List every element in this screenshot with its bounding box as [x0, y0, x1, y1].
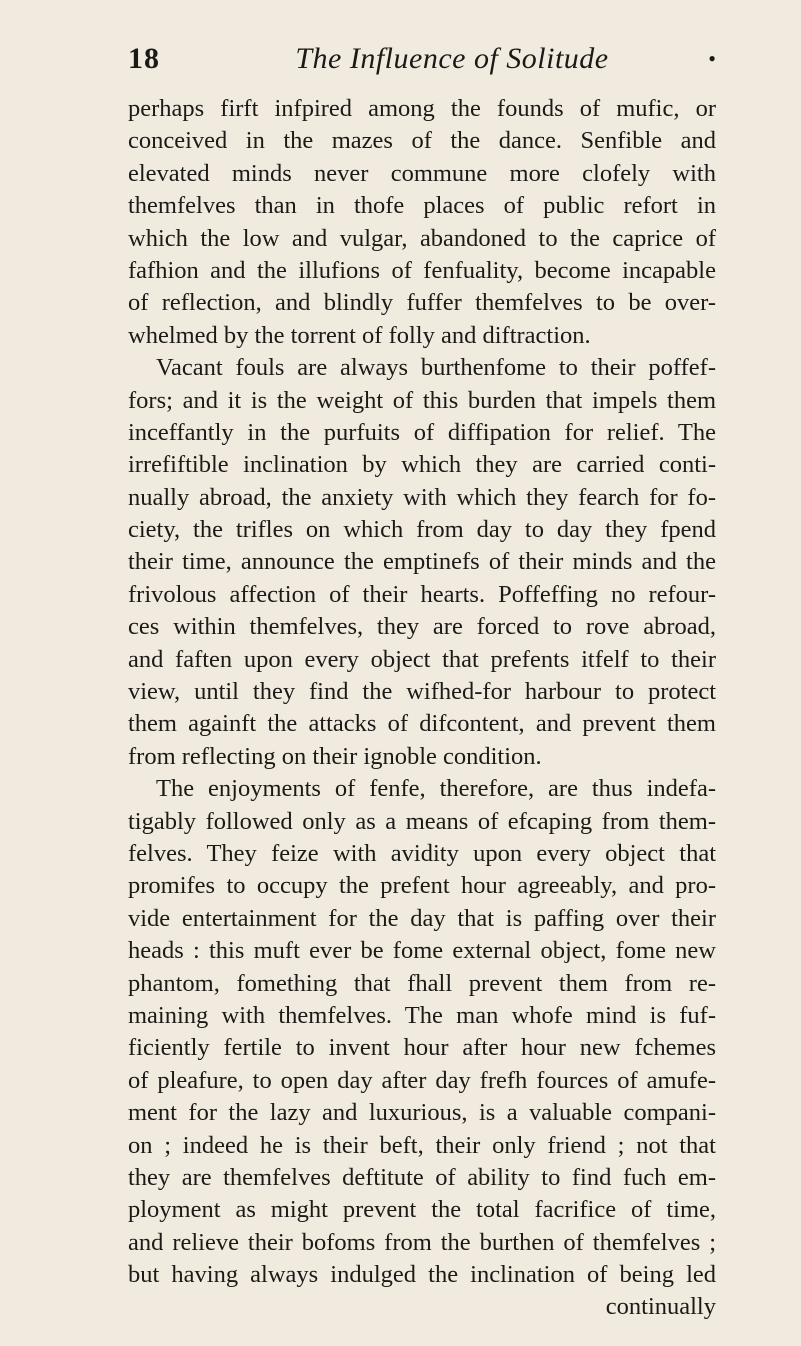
text-line: phantom, fomething that fhall prevent them from re- [128, 969, 716, 997]
text-line: maining with themfelves. The man whofe mind is fuf- [128, 1001, 716, 1029]
text-line: The enjoyments of fenfe, therefore, are thus indefa- [156, 775, 716, 803]
header-mark: • [708, 46, 716, 71]
text-line: ficiently fertile to invent hour after hour new fchemes [128, 1034, 716, 1062]
text-line: Vacant fouls are always burthenfome to their poffef- [156, 354, 716, 382]
text-line: vide entertainment for the day that is paffing over their [128, 904, 716, 932]
text-line: heads : this muft ever be fome external object, fome new [128, 937, 716, 965]
text-line: they are themfelves deftitute of ability to find fuch em- [128, 1163, 716, 1191]
text-line: which the low and vulgar, abandoned to the caprice of [128, 224, 716, 252]
text-line: but having always indulged the inclination of being led [128, 1261, 716, 1289]
text-line: felves. They feize with avidity upon every object that [128, 839, 716, 867]
page-header [128, 40, 716, 86]
text-line: them againft the attacks of difcontent, and prevent them [128, 710, 716, 738]
text-line: ces within themfelves, they are forced to rove abroad, [128, 613, 716, 641]
text-line: themfelves than in thofe places of public refort in [128, 192, 716, 220]
text-line: conceived in the mazes of the dance. Senfible and [128, 127, 716, 155]
text-line: whelmed by the torrent of folly and diftraction. [128, 321, 591, 349]
text-line: view, until they find the wifhed-for harbour to protect [128, 678, 716, 706]
text-line: fors; and it is the weight of this burden that impels them [128, 386, 716, 414]
body-text [128, 93, 716, 1324]
text-line: of pleafure, to open day after day frefh fources of amufe- [128, 1066, 716, 1094]
text-line: perhaps firft infpired among the founds of mufic, or [128, 95, 716, 122]
text-line: ment for the lazy and luxurious, is a valuable compani- [128, 1099, 716, 1127]
running-title: The Influence of Solitude [295, 42, 609, 75]
text-line: ciety, the trifles on which from day to day they fpend [128, 516, 716, 544]
text-line: from reflecting on their ignoble condition. [128, 742, 542, 770]
text-line: and faften upon every object that prefents itfelf to their [128, 645, 716, 673]
text-line: of reflection, and blindly fuffer themfelves to be over- [128, 289, 716, 317]
text-line: irrefiftible inclination by which they are carried conti- [128, 451, 716, 479]
text-line: and relieve their bofoms from the burthen of themfelves ; [128, 1228, 716, 1256]
text-line: frivolous affection of their hearts. Poffeffing no refour- [128, 580, 716, 608]
text-line: ployment as might prevent the total facrifice of time, [128, 1196, 716, 1224]
text-line: their time, announce the emptinefs of their minds and the [128, 548, 716, 576]
text-line: inceffantly in the purfuits of diffipation for relief. The [128, 418, 716, 446]
text-line: on ; indeed he is their beft, their only friend ; not that [128, 1131, 716, 1159]
text-line: fafhion and the illufions of fenfuality, become incapable [128, 256, 716, 284]
text-line: tigably followed only as a means of efcaping from them- [128, 807, 716, 835]
text-line: nually abroad, the anxiety with which they fearch for fo- [128, 483, 716, 511]
page-number: 18 [128, 42, 160, 75]
text-line: promifes to occupy the prefent hour agreeably, and pro- [128, 872, 716, 900]
catchword: continually [605, 1293, 716, 1321]
text-line: elevated minds never commune more clofely with [128, 159, 716, 187]
